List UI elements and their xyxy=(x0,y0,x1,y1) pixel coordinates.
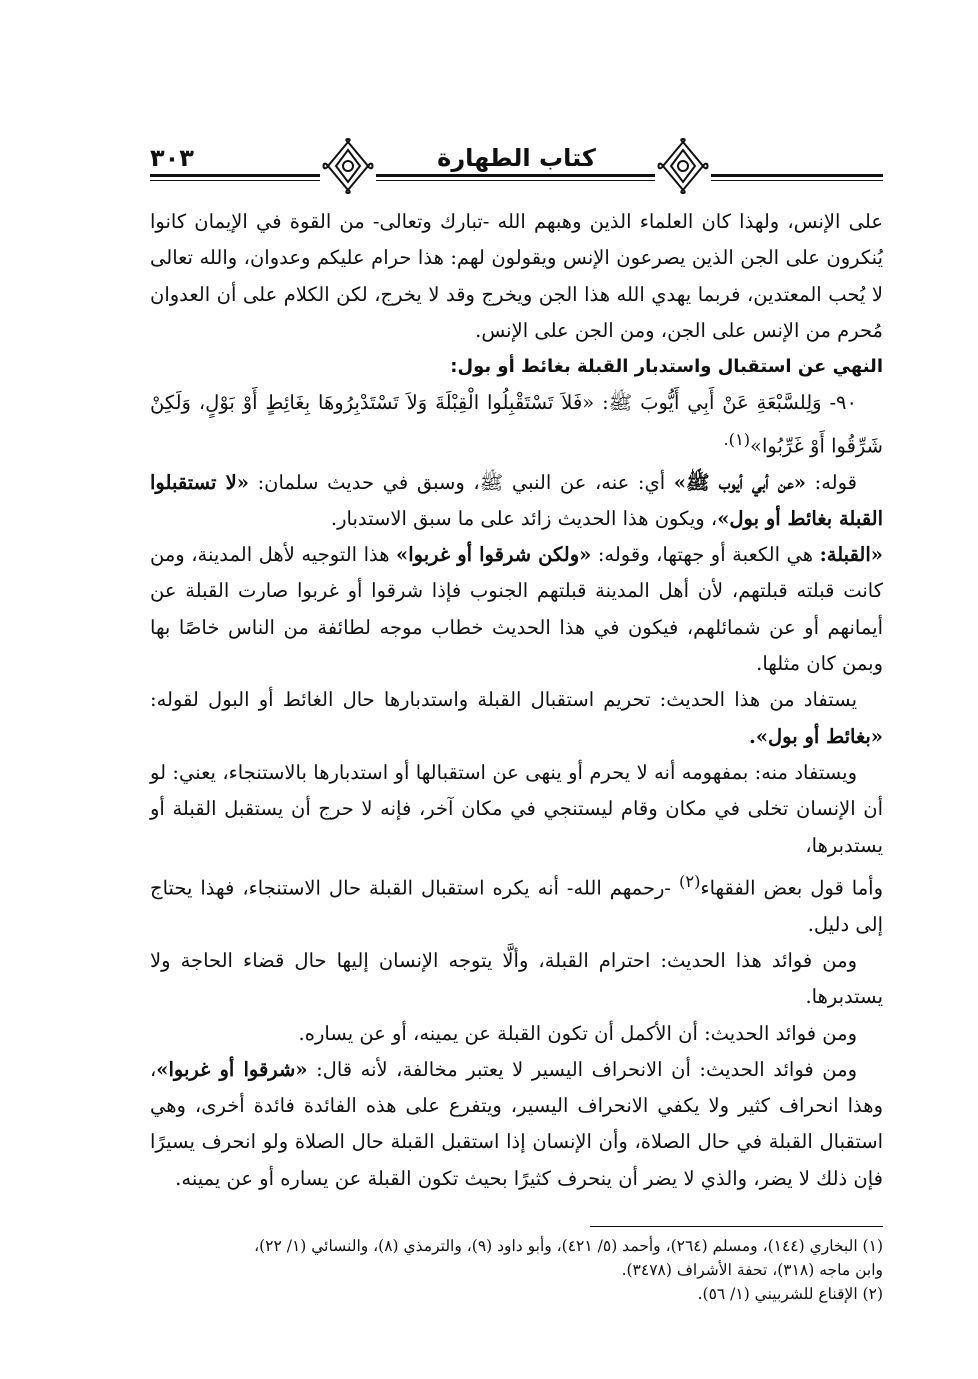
hadith-text xyxy=(150,385,883,464)
text-run: أي: عنه، عن النبي ﷺ، وسبق في حديث سلمان: xyxy=(248,470,674,494)
paragraph xyxy=(150,864,883,943)
text-run: ومن فوائد الحديث: أن الانحراف اليسير لا يعتبر مخالفة، لأنه قال: xyxy=(307,1057,857,1081)
paragraph xyxy=(150,682,883,755)
page-number: ٣٠٣ xyxy=(150,144,194,172)
footnote: (٢) الإقناع للشربيني (١/ ٥٦). xyxy=(697,1285,883,1303)
paragraph: ويستفاد منه: بمفهومه أنه لا يحرم أو ينهى عن استقبالها أو استدبارها بالاستنجاء، يعني: لو أن الإنسان تخلى في مكان وقام ليستنجي في مكان آخر، فإنه لا حرج أن يستقبل القبلة أو يستدبرها، xyxy=(150,760,883,857)
text-run: -رحمهم الله- أنه يكره استقبال القبلة حال الاستنجاء، فهذا يحتاج إلى دليل. xyxy=(150,876,883,936)
bold-quote: «لا تستقبلوا القبلة بغائط أو بول» xyxy=(150,470,883,530)
ornament-icon xyxy=(655,138,711,194)
paragraph xyxy=(150,465,883,538)
paragraph xyxy=(150,1052,883,1197)
text-run: ، وهذا انحراف كثير ولا يكفي الانحراف اليسير، ويتفرع على هذه الفائدة فائدة أخرى، وهي استقبال القبلة في حال الصلاة، وأن الإنسان إذا استقبل القبلة حال الصلاة ولو انحرف يسيرًا فإن ذلك لا يضر، والذي لا يضر أن ينحرف كثيرًا بحيث تكون القبلة عن يساره أو عن يمينه. xyxy=(150,1057,883,1190)
text-run: ، ويكون هذا الحديث زائد على ما سبق الاستدبار. xyxy=(330,506,718,530)
paragraph: ومن فوائد هذا الحديث: احترام القبلة، وألَّا يتوجه الإنسان إليها حال قضاء الحاجة ولا يستدبرها. xyxy=(150,948,883,1009)
text-run: هي الكعبة أو جهتها، وقوله: xyxy=(591,543,820,567)
section-heading: النهي عن استقبال واستدبار القبلة بغائط أو بول: xyxy=(450,356,883,378)
footnote-ref: (١). xyxy=(723,429,751,449)
footnote: (١) البخاري (١٤٤)، ومسلم (٢٦٤)، وأحمد (٥/ ٤٢١)، وأبو داود (٩)، والترمذي (٨)، والنسائي (١/ ٢٢)، xyxy=(254,1237,883,1255)
page-header xyxy=(150,140,883,200)
paragraph: ومن فوائد الحديث: أن الأكمل أن تكون القبلة عن يمينه، أو عن يساره. xyxy=(298,1021,857,1045)
header-rule xyxy=(150,174,883,177)
bold-quote: «ولكن شرقوا أو غربوا» xyxy=(396,543,592,567)
text-run: وأما قول بعض الفقهاء xyxy=(700,876,883,900)
main-text xyxy=(150,204,883,1197)
bold-quote: «شرقوا أو غربوا» xyxy=(156,1057,308,1081)
footnote-ref: (٢) xyxy=(678,871,701,891)
paragraph: على الإنس، ولهذا كان العلماء الذين وهبهم الله -تبارك وتعالى- من القوة في الإيمان كانوا يُنكرون على الجن الذين يصرعون الإنس ويقولون لهم: هذا حرام عليكم وعدوان، والله تعالى لا يُحب المعتدين، فربما يهدي الله هذا الجن ويخرج وقد لا يخرج، لكن الكلام على أن العدوان مُحرم من الإنس على الجن، ومن الجن على الإنس. xyxy=(150,210,883,342)
bold-quote: «عن أبي أيوب ﷺ» xyxy=(673,470,806,494)
book-title: كتاب الطهارة xyxy=(423,144,610,172)
footnote-divider xyxy=(590,1226,883,1227)
header-rule-thin xyxy=(150,180,883,181)
text-run: قوله: xyxy=(806,470,857,494)
bold-quote: «بغائط أو بول». xyxy=(749,724,883,748)
bold-quote: «القبلة: xyxy=(819,543,883,567)
ornament-icon xyxy=(320,138,376,194)
text-run: هذا التوجيه لأهل المدينة، ومن كانت قبلته قبلتهم، لأن أهل المدينة قبلتهم الجنوب فإذا شرقوا أو غربوا صارت القبلة عن أيمانهم أو عن شمائلهم، فيكون في هذا الحديث خطاب موجه لطائفة من الناس خاصًا بها وبمن كان مثلها. xyxy=(150,543,883,676)
paragraph xyxy=(150,537,883,682)
text-run: يستفاد من هذا الحديث: تحريم استقبال القبلة واستدبارها حال الغائط أو البول لقوله: xyxy=(150,688,857,712)
hadith-body: ٩٠- وَلِلسَّبْعَةِ عَنْ أَبِي أَيُّوبَ ﷺ: «فَلاَ تَسْتَقْبِلُوا الْقِبْلَةَ وَلاَ تَسْتَدْبِرُوهَا بِغَائِطٍ أَوْ بَوْلٍ، وَلَكِنْ شَرِّقُوا أَوْ غَرِّبُوا» xyxy=(150,391,883,458)
footnote-continuation: وابن ماجه (٣١٨)، تحفة الأشراف (٣٤٧٨). xyxy=(621,1261,883,1279)
footnotes xyxy=(150,1234,883,1306)
